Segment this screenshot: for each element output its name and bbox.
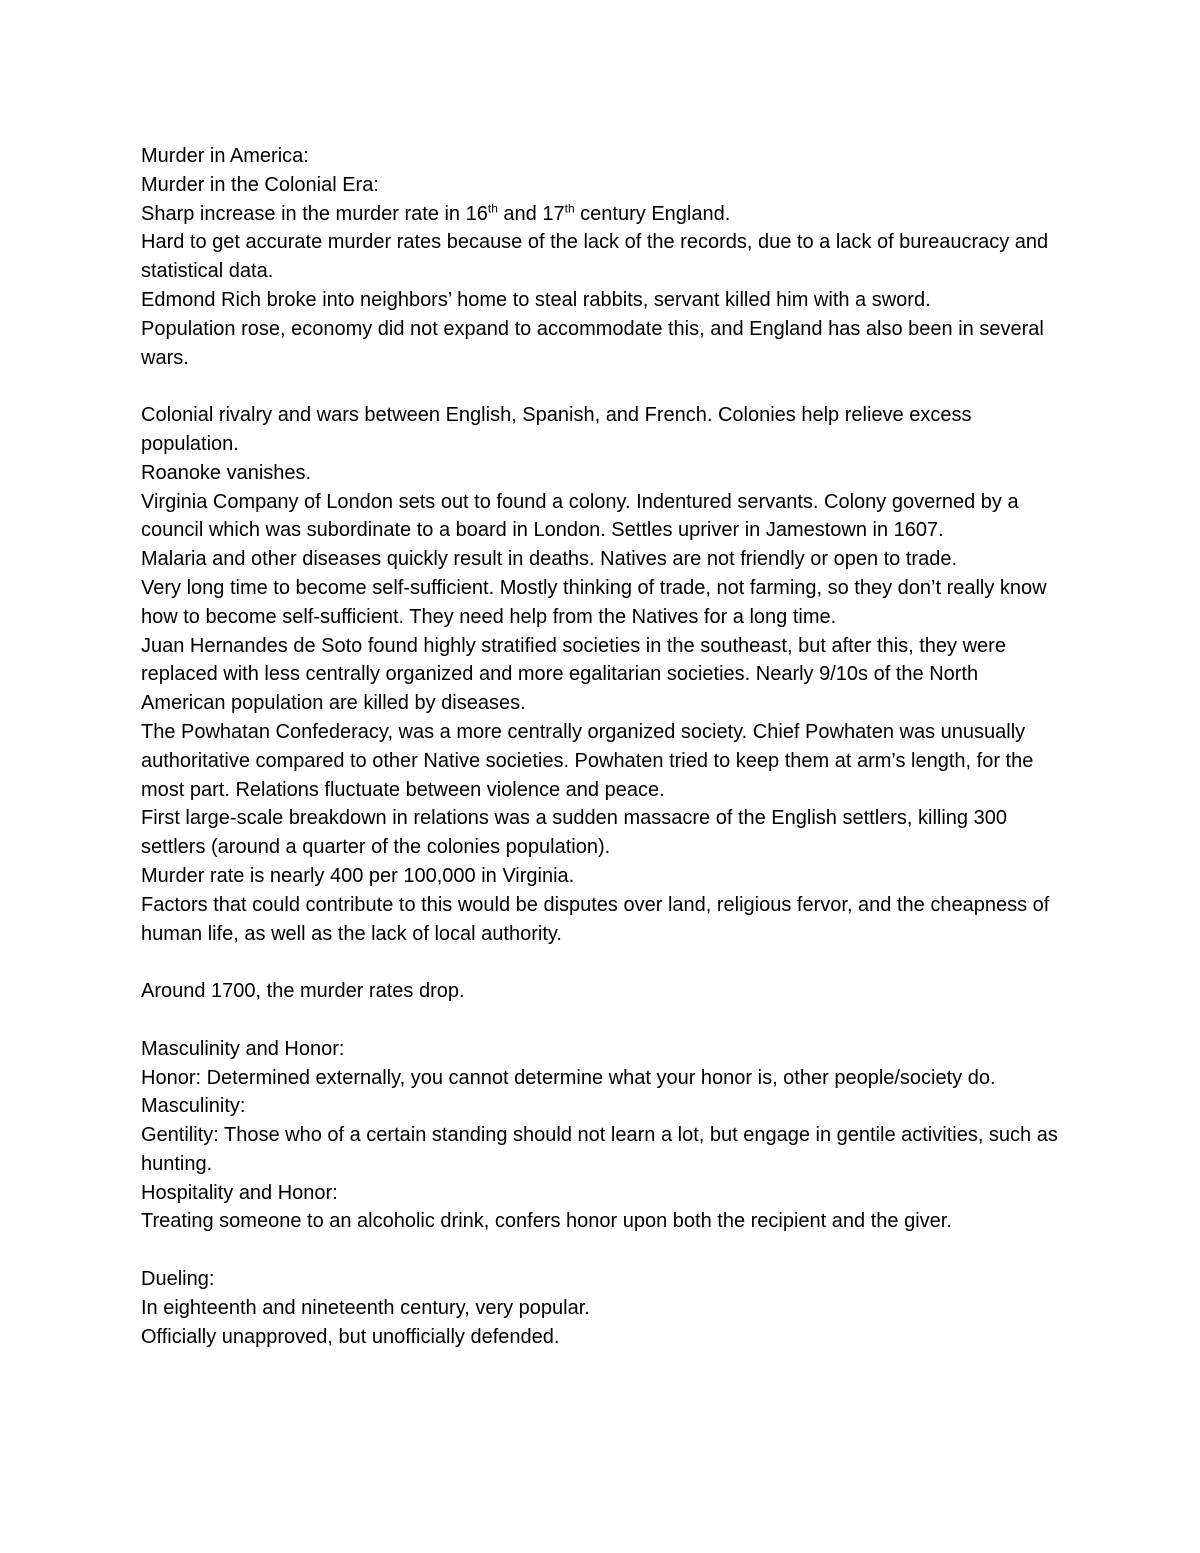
section-heading-dueling: Dueling: — [141, 1268, 215, 1291]
blank-line — [141, 1006, 1066, 1035]
paragraph-line: Roanoke vanishes. — [141, 461, 312, 484]
section-heading-colonial: Murder in the Colonial Era: — [141, 173, 379, 196]
paragraph-line: Malaria and other diseases quickly result in deaths. Natives are not friendly or open to trade. — [141, 548, 957, 571]
blank-line — [141, 372, 1066, 401]
masculinity-heading: Masculinity: — [141, 1095, 246, 1118]
hospitality-line: Treating someone to an alcoholic drink, confers honor upon both the recipient and the giver. — [141, 1210, 952, 1233]
document-body — [141, 142, 1066, 1351]
hospitality-heading: Hospitality and Honor: — [141, 1181, 338, 1204]
paragraph-line: The Powhatan Confederacy, was a more centrally organized society. Chief Powhaten was unusually authoritative compared to other Native societies. Powhaten tried to keep them at arm’s length, for the most part. Relations fluctuate between violence and peace. — [141, 720, 1034, 801]
superscript-th-2: th — [564, 200, 575, 215]
paragraph-line: Hard to get accurate murder rates because of the lack of the records, due to a lack of bureaucracy and statistical data. — [141, 231, 1049, 283]
paragraph-line: In eighteenth and nineteenth century, very popular. — [141, 1296, 590, 1319]
paragraph-line: Juan Hernandes de Soto found highly stratified societies in the southeast, but after this, they were replaced with less centrally organized and more egalitarian societies. Nearly 9/10s of the North American population are killed by diseases. — [141, 634, 1006, 715]
paragraph-line: Colonial rivalry and wars between English, Spanish, and French. Colonies help relieve excess population. — [141, 404, 972, 455]
sharp-increase-part1: Sharp increase in the murder rate in 16 — [141, 202, 488, 225]
paragraph-line: Edmond Rich broke into neighbors’ home to steal rabbits, servant killed him with a sword. — [141, 288, 931, 311]
blank-line — [141, 1236, 1066, 1265]
document-title: Murder in America: — [141, 145, 309, 167]
paragraph-line: Around 1700, the murder rates drop. — [141, 980, 465, 1003]
paragraph-line: Factors that could contribute to this would be disputes over land, religious fervor, and the cheapness of human life, as well as the lack of local authority. — [141, 893, 1050, 945]
paragraph-line: Officially unapproved, but unofficially defended. — [141, 1325, 560, 1348]
section-heading-honor: Masculinity and Honor: — [141, 1037, 345, 1060]
sharp-increase-part3: century England. — [574, 202, 731, 225]
blank-line — [141, 948, 1066, 977]
paragraph-line: First large-scale breakdown in relations was a sudden massacre of the English settlers, killing 300 settlers (around a quarter of the colonies population). — [141, 807, 1007, 859]
paragraph-line: Population rose, economy did not expand to accommodate this, and England has also been in several wars. — [141, 317, 1044, 369]
sharp-increase-line — [141, 200, 1066, 229]
gentility-line: Gentility: Those who of a certain standing should not learn a lot, but engage in gentile activities, such as hunting. — [141, 1124, 1058, 1175]
superscript-th-1: th — [487, 200, 498, 215]
paragraph-line: Murder rate is nearly 400 per 100,000 in Virginia. — [141, 864, 575, 887]
sharp-increase-part2: and 17 — [497, 202, 565, 225]
paragraph-line: Very long time to become self-sufficient. Mostly thinking of trade, not farming, so they don’t really know how to become self-sufficient. They need help from the Natives for a long time. — [141, 576, 1047, 628]
honor-line: Honor: Determined externally, you cannot determine what your honor is, other people/society do. — [141, 1066, 996, 1089]
paragraph-line: Virginia Company of London sets out to found a colony. Indentured servants. Colony governed by a council which was subordinate to a board in London. Settles upriver in Jamestown in 1607. — [141, 490, 1019, 542]
